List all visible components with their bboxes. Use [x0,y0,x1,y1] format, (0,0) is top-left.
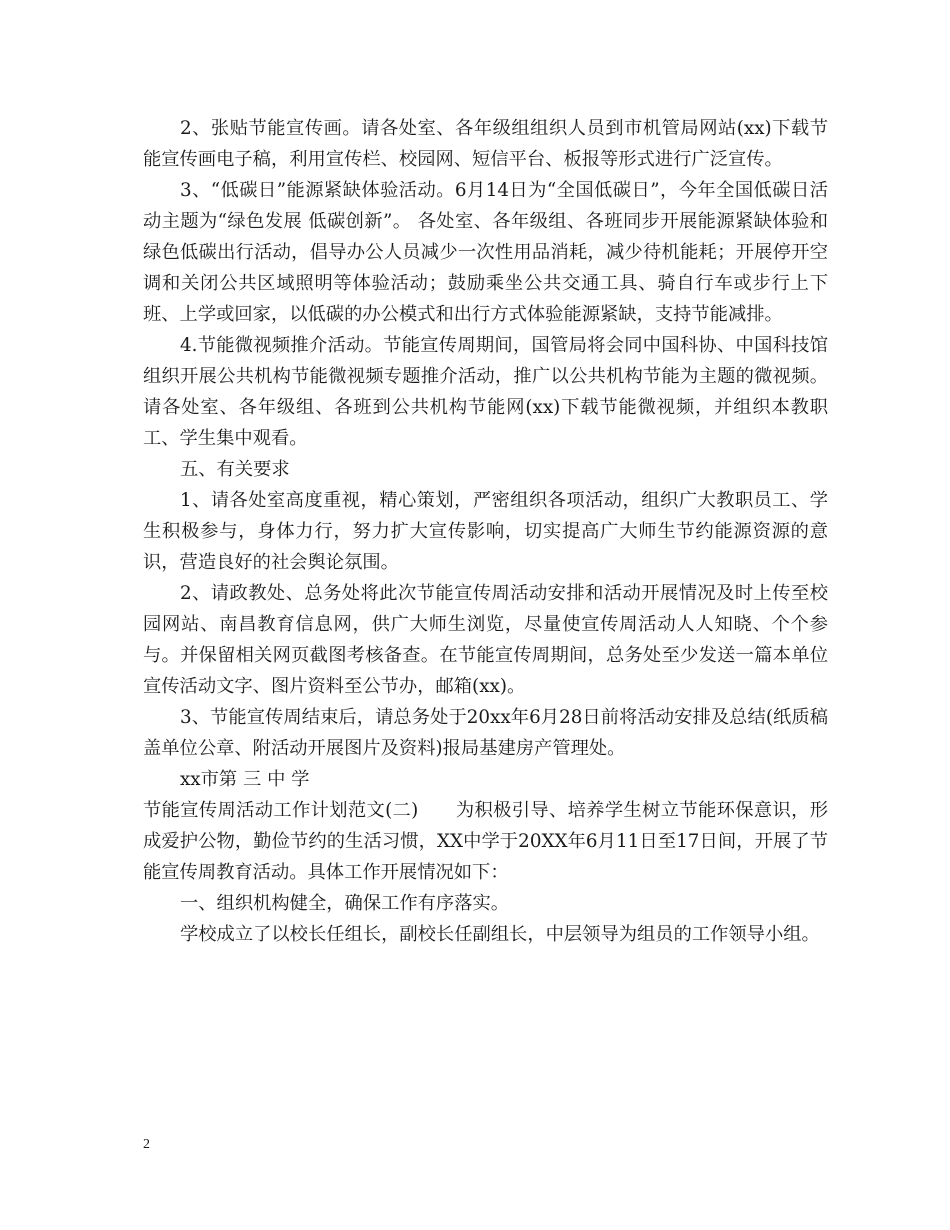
paragraph-requirement-3: 3、节能宣传周结束后，请总务处于20xx年6月28日前将活动安排及总结(纸质稿盖单位公章、附活动开展图片及资料)报局基建房产管理处。 [143,707,828,759]
section-heading-organization: 一、组织机构健全，确保工作有序落实。 [180,893,510,914]
paragraph-micro-video: 4.节能微视频推介活动。节能宣传周期间，国管局将会同中国科协、中国科技馆组织开展公共机构节能微视频专题推介活动，推广以公共机构节能为主题的微视频。请各处室、各年级组、各班到公共机构节能网(xx)下载节能微视频，并组织本教职工、学生集中观看。 [143,335,828,449]
page-number: 2 [143,1137,150,1152]
document-body [143,113,828,950]
signature-school: xx市第 三 中 学 [180,769,310,790]
paragraph-leadership-group: 学校成立了以校长任组长，副校长任副组长，中层领导为组员的工作领导小组。 [180,924,820,945]
paragraph-low-carbon-day: 3、“低碳日”能源紧缺体验活动。6月14日为“全国低碳日”，今年全国低碳日活动主题为“绿色发展 低碳创新”。 各处室、各年级组、各班同步开展能源紧缺体验和绿色低碳出行活动，倡导办公人员减少一次性用品消耗，减少待机能耗；开展停开空调和关闭公共区域照明等体验活动；鼓励乘坐公共交通工具、骑自行车或步行上下班、上学或回家，以低碳的办公模式和出行方式体验能源紧缺，支持节能减排。 [143,180,828,325]
section-heading-requirements: 五、有关要求 [180,459,290,480]
paragraph-plan-two-intro: 节能宣传周活动工作计划范文(二) 为积极引导、培养学生树立节能环保意识，形成爱护公物，勤俭节约的生活习惯，XX中学于20XX年6月11日至17日间，开展了节能宣传周教育活动。具体工作开展情况如下： [143,800,828,883]
paragraph-poster: 2、张贴节能宣传画。请各处室、各年级组组织人员到市机管局网站(xx)下载节能宣传画电子稿，利用宣传栏、校园网、短信平台、板报等形式进行广泛宣传。 [143,118,828,170]
paragraph-requirement-1: 1、请各处室高度重视，精心策划，严密组织各项活动，组织广大教职员工、学生积极参与，身体力行，努力扩大宣传影响，切实提高广大师生节约能源资源的意识，营造良好的社会舆论氛围。 [143,490,828,573]
paragraph-requirement-2: 2、请政教处、总务处将此次节能宣传周活动安排和活动开展情况及时上传至校园网站、南昌教育信息网，供广大师生浏览，尽量使宣传周活动人人知晓、个个参与。并保留相关网页截图考核备查。在节能宣传周期间，总务处至少发送一篇本单位宣传活动文字、图片资料至公节办，邮箱(xx)。 [143,583,828,697]
